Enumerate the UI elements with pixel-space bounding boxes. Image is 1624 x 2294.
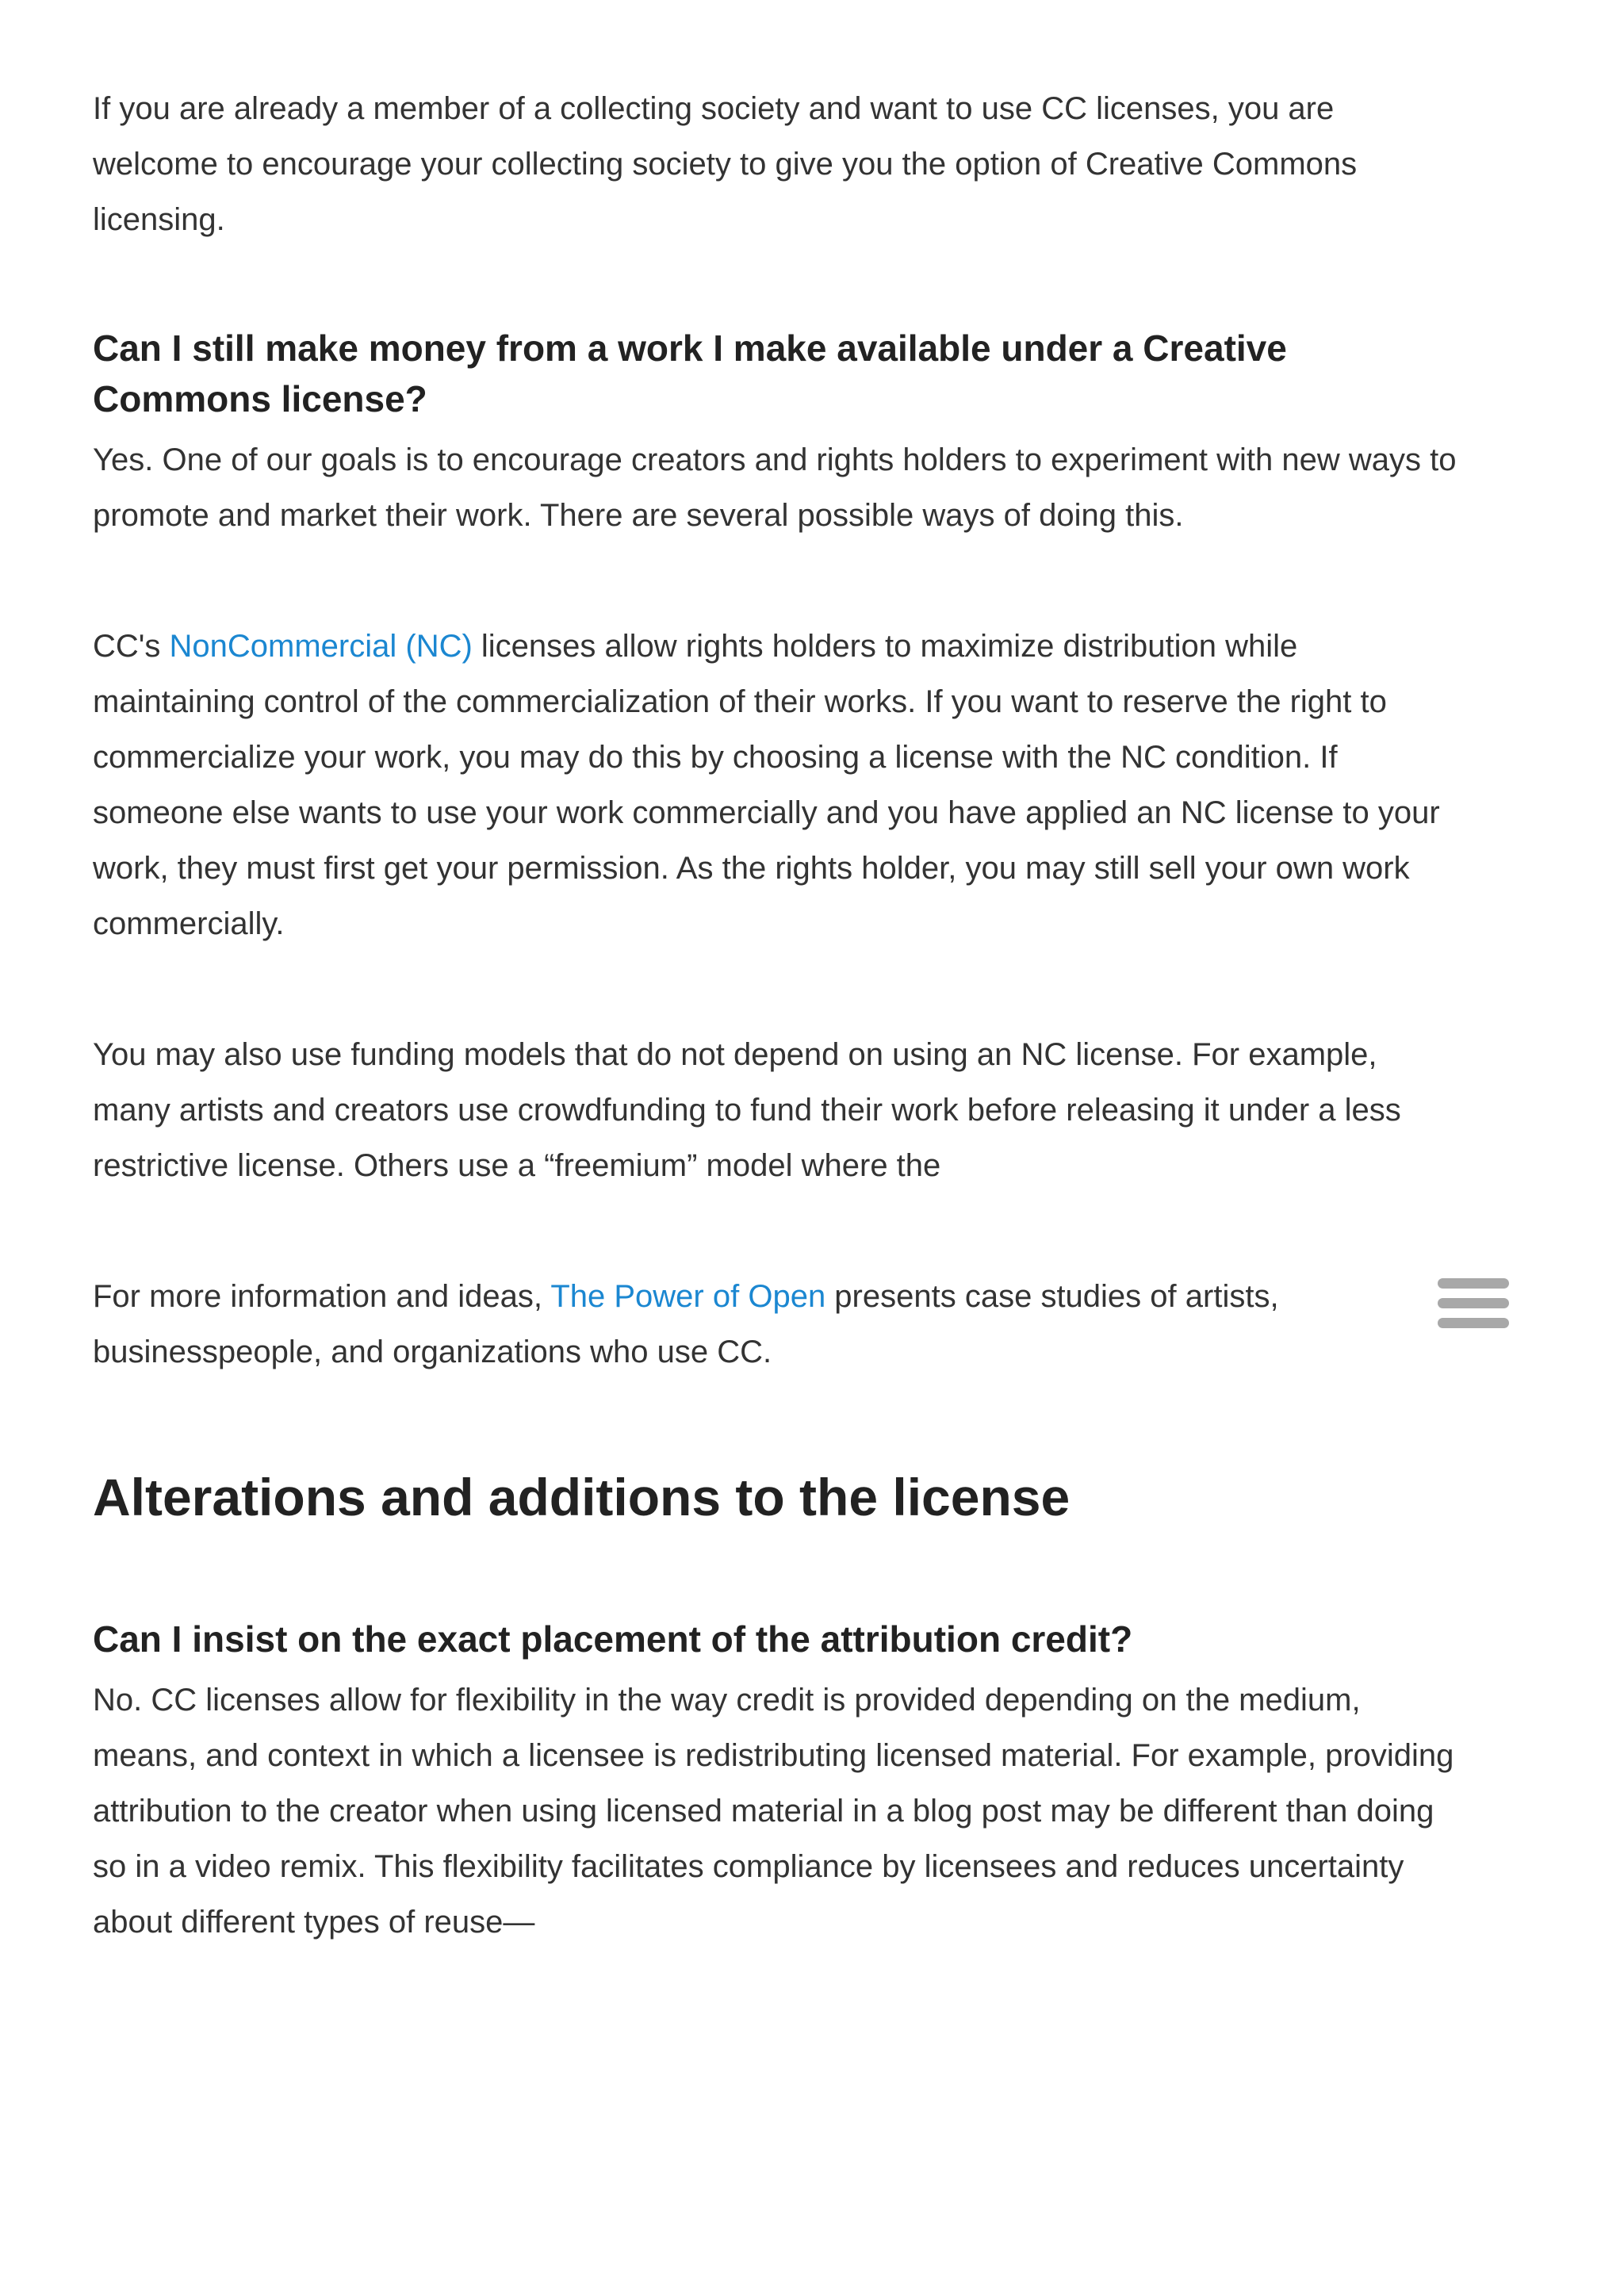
paragraph-collecting-society: If you are already a member of a collecting society and want to use CC licenses, you are welcome to encourage your collecting society to give you the option of Creative Commons licensing. — [93, 91, 1358, 237]
answer-attribution-placement: No. CC licenses allow for flexibility in the way credit is provided depending on the medium, means, and context in which a licensee is redistributing licensed material. For example, providing attribution to the creator when using licensed material in a blog post may be different than doing so in a video remix. This flexibility facilitates compliance by licensees and reduces uncertainty about different types of reuse— — [93, 1683, 1454, 1940]
power-of-open-link[interactable]: The Power of Open — [550, 1279, 826, 1314]
hamburger-bar — [1438, 1298, 1509, 1308]
noncommercial-link[interactable]: NonCommercial (NC) — [169, 629, 473, 664]
hamburger-bar — [1438, 1278, 1509, 1289]
hamburger-bar — [1438, 1318, 1509, 1328]
text-segment: For more information and ideas, — [93, 1279, 551, 1314]
answer-make-money-intro: Yes. One of our goals is to encourage creators and rights holders to experiment with new ways to promote and market their work. There are several possible ways of doing this. — [93, 442, 1457, 533]
question-attribution-placement: Can I insist on the exact placement of the attribution credit? — [93, 1618, 1133, 1660]
text-segment: CC's — [93, 629, 170, 664]
text-segment: presents case studies of artists, businesspeople, and organizations who use CC. — [93, 1279, 1279, 1369]
answer-funding-models: You may also use funding models that do not depend on using an NC license. For example, many artists and creators use crowdfunding to fund their work before releasing it under a less restrictive license. Others use a “freemium” model where the — [93, 1037, 1401, 1183]
text-segment: licenses allow rights holders to maximize distribution while maintaining control of the commercialization of their works. If you want to reserve the right to commercialize your work, you may do this by choosing a license with the NC condition. If someone else wants to use your work commercially and you have applied an NC license to your work, they must first get your permission. As the rights holder, you may still sell your own work commercially. — [93, 629, 1440, 941]
hamburger-menu-button[interactable] — [1438, 1278, 1509, 1328]
question-make-money: Can I still make money from a work I make available under a Creative Commons license? — [93, 327, 1287, 419]
section-heading-alterations: Alterations and additions to the license — [93, 1468, 1071, 1526]
answer-more-info — [93, 1269, 1457, 1380]
answer-noncommercial — [93, 618, 1457, 952]
